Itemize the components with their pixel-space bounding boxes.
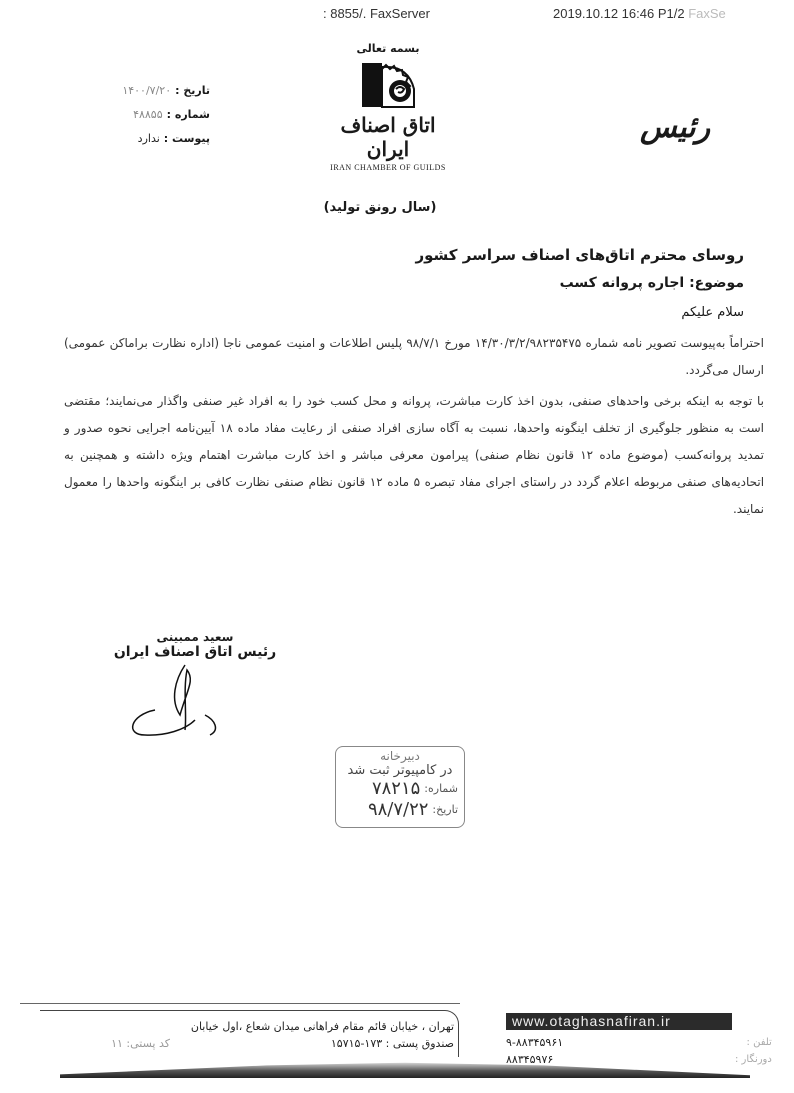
stamp-date-label: تاریخ: [432,803,458,816]
footer-decorative-bar [60,1060,750,1078]
footer-address [191,1018,454,1052]
footer-address-faint [30,1018,170,1035]
phone-label: تلفن : [746,1037,772,1048]
postal-code: کد پستی: ۱۱ [111,1037,170,1050]
meta-attachment [80,126,210,150]
footer-address-side [30,1018,170,1052]
number-label: شماره : [166,107,210,121]
stamp-registered: در کامپیوتر ثبت شد [347,763,453,778]
address-line-1: تهران ، خیابان قائم مقام فراهانی میدان شعاع ،اول خیابان [190,1020,454,1033]
footer-divider [20,1003,460,1004]
guild-gear-logo-icon [348,59,428,109]
signature-block [110,630,280,660]
fax-timestamp: 2019.10.12 16:46 P1/2 [553,6,685,21]
date-value: ۱۴۰۰/۷/۲۰ [122,83,172,97]
body-paragraph-2: با توجه به اینکه برخی واحدهای صنفی، بدون اخذ کارت مباشرت، پروانه و محل کسب خود را به افراد غیر صنفی واگذار می‌نمایند؛ مقتضی است به منظور جلوگیری از تخلف اینگونه واحدها، نسبت به آگاه سازی افراد صنفی از رعایت مفاد ماده ۱۸ آیین‌نامه اجرایی نحوه صدور و تمدید پروانه‌کسب (موضوع ماده ۱۲ قانون نظام صنفی) پیرامون معرفی مباشر و اخذ کارت مباشرت اهتمام ویژه داشته و همچنین به اتحادیه‌های صنفی مربوطه اعلام گردد در راستای اجرای مفاد تبصره ۵ ماده ۱۲ قانون نظام صنفی نظارت کافی بر اینگونه واحدها را معمول نمایند. [64,394,765,516]
address-line-2: صندوق پستی : ۱۷۳-۱۵۷۱۵ [330,1037,454,1050]
date-label: تاریخ : [175,83,210,97]
number-value: ۴۸۸۵۵ [133,107,163,121]
body-paragraph-1: احتراماً به‌پیوست تصویر نامه شماره ۱۴/۳۰/۳/۲/۹۸۲۳۵۴۷۵ مورخ ۹۸/۷/۱ پلیس اطلاعات و امنیت عمومی ناجا (اداره نظارت براماکن عمومی) ارسال می‌گردد. [64,336,764,377]
year-slogan: (سال رونق تولید) [323,200,437,215]
phone-value: ۹-۸۸۳۴۵۹۶۱ [506,1036,564,1049]
signer-name: سعید ممبینی [156,630,234,644]
bism-text: بسمه تعالی [356,42,420,55]
letter-meta [80,78,210,150]
meta-number [80,102,210,126]
attachment-value: ندارد [137,131,160,145]
stamp-date-value: ۹۸/۷/۲۲ [367,799,429,820]
recipient: روسای محترم اتاق‌های اصناف سراسر کشور [415,246,744,264]
stamp-title: دبیرخانه [380,749,420,763]
signer-title: رئیس اتاق اصناف ایران [113,644,277,660]
stamp-date-row [342,799,458,820]
chamber-name-fa: اتاق اصناف ایران [340,113,436,161]
subject: موضوع: اجاره پروانه کسب [559,275,744,291]
fax-header-right [553,6,726,21]
chamber-name-en: IRAN CHAMBER OF GUILDS [330,163,446,172]
fax-header-left: : 8855/. FaxServer [323,6,430,21]
stamp-number-label: شماره: [424,782,458,795]
meta-date [80,78,210,102]
fax-label: دورنگار : [735,1054,772,1065]
letterhead-logo [318,42,458,172]
fax-header-faint: FaxSe [688,6,726,21]
footer-phone-labels [735,1034,772,1068]
attachment-label: پیوست : [163,131,210,145]
greeting: سلام علیکم [681,305,744,320]
footer-phones [506,1034,563,1068]
registry-stamp [335,746,465,828]
website-link[interactable]: www.otaghasnafiran.ir [506,1013,732,1030]
stamp-number-row [342,778,458,799]
signature-scribble-icon [125,660,235,740]
fax-value: ۸۸۳۴۵۹۷۶ [506,1053,554,1066]
stamp-number-value: ۷۸۲۱۵ [371,778,421,799]
handwritten-raees: رئیس [640,110,711,145]
